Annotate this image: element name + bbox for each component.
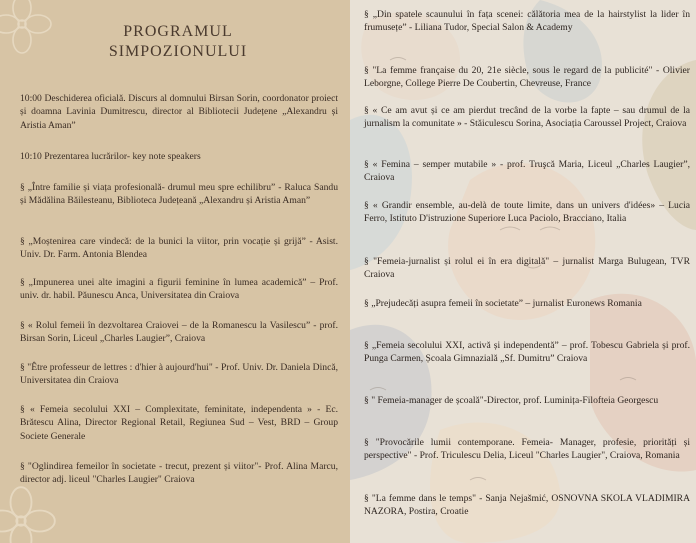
program-entry: § „Impunerea unei alte imagini a figurii feminine în lumea academică” – Prof. univ. dr. habil. Păunescu Anca, Universitatea din Craiova [20, 277, 338, 302]
program-entry: § „Între familie și viața profesională- drumul meu spre echilibru” - Raluca Sandu și Mădălina Băilesteanu, Biblioteca Județeană „Alexandru și Aristia Aman” [20, 182, 338, 207]
program-entry: § „Prejudecăți asupra femeii în societate” – jurnalist Euronews Romania [364, 298, 642, 309]
flower-decoration-icon [0, 0, 52, 54]
program-entry: § « Femina – semper mutabile » - prof. Truşcă Maria, Liceul „Charles Laugier”, Craiova [364, 159, 690, 184]
program-entry: § "Oglindirea femeilor în societate - trecut, prezent și viitor"- Prof. Alina Marcu, director adj. liceul "Charles Laugier" Craiova [20, 461, 338, 486]
program-entry: 10:00 Deschiderea oficială. Discurs al domnului Birsan Sorin, coordonator proiect și doamna Lavinia Dumitrescu, director al Bibliotecii Județene „Alexandru și Aristia Aman” [20, 93, 338, 131]
program-entry: 10:10 Prezentarea lucrărilor- key note speakers [20, 151, 201, 162]
program-entry: § « Rolul femeii în dezvoltarea Craiovei – de la Romanescu la Vasilescu” - prof. Birsan Sorin, Liceul „Charles Laugier”, Craiova [20, 320, 338, 345]
program-entry: § " Femeia-manager de școală"-Director, prof. Luminița-Filofteia Georgescu [364, 395, 659, 406]
program-entry: § « Femeia secolului XXI – Complexitate, feminitate, independenta » - Ec. Brătescu Alina, Director Regional Retail, Regiunea Sud – Vest, BRD – Group Societe Generale [20, 404, 338, 442]
program-entry: § „Din spatele scaunului în fața scenei: călătoria mea de la hairstylist la lider în frumusețe” - Liliana Tudor, Special Salon & Academy [364, 9, 690, 34]
program-entry: § "La femme dans le temps" - Sanja Nejašmić, OSNOVNA SKOLA VLADIMIRA NAZORA, Postira, Croatie [364, 493, 690, 518]
program-entry: § "Être professeur de lettres : d'hier à aujourd'hui" - Prof. Univ. Dr. Daniela Dincă, Universitatea din Craiova [20, 362, 338, 387]
program-entry: § „Moștenirea care vindecă: de la bunici la viitor, prin vocație și grijă” - Asist. Univ. Dr. Farm. Antonia Blendea [20, 236, 338, 261]
flower-decoration-icon [0, 486, 56, 543]
program-entry: § „Femeia secolului XXI, activă și independentă” – prof. Tobescu Gabriela și prof. Punga Carmen, Școala Gimnazială „Sf. Dumitru” Craiova [364, 340, 690, 365]
page-title [88, 22, 268, 62]
program-entry: § "Provocările lumii contemporane. Femeia- Manager, profesie, priorități și perspective" - Prof. Triculescu Delia, Liceul "Charles Laugier", Craiova, Romania [364, 437, 690, 462]
program-entry: § « Grandir ensemble, au-delà de toute limite, dans un univers d'idées» – Lucia Ferro, Istituto D'istruzione Superiore Luca Paciolo, Bracciano, Italia [364, 200, 690, 225]
program-entry: § "Femeia-jurnalist și rolul ei în era digitală" – jurnalist Marga Bulugean, TVR Craiova [364, 256, 690, 281]
title-line: SIMPOZIONULUI [108, 43, 248, 60]
program-entry: § « Ce am avut și ce am pierdut trecând de la vorbe la fapte – sau drumul de la jurnalism la comunitate » - Stăiculescu Sorina, Asociația Caroussel Project, Craiova [364, 105, 690, 130]
right-panel [350, 0, 696, 543]
program-entry: § "La femme française du 20, 21e siècle, sous le regard de la publicité" - Olivier Leborgne, College Pierre De Coubertin, Chevreuse, France [364, 65, 690, 90]
title-line: PROGRAMUL [123, 23, 233, 40]
